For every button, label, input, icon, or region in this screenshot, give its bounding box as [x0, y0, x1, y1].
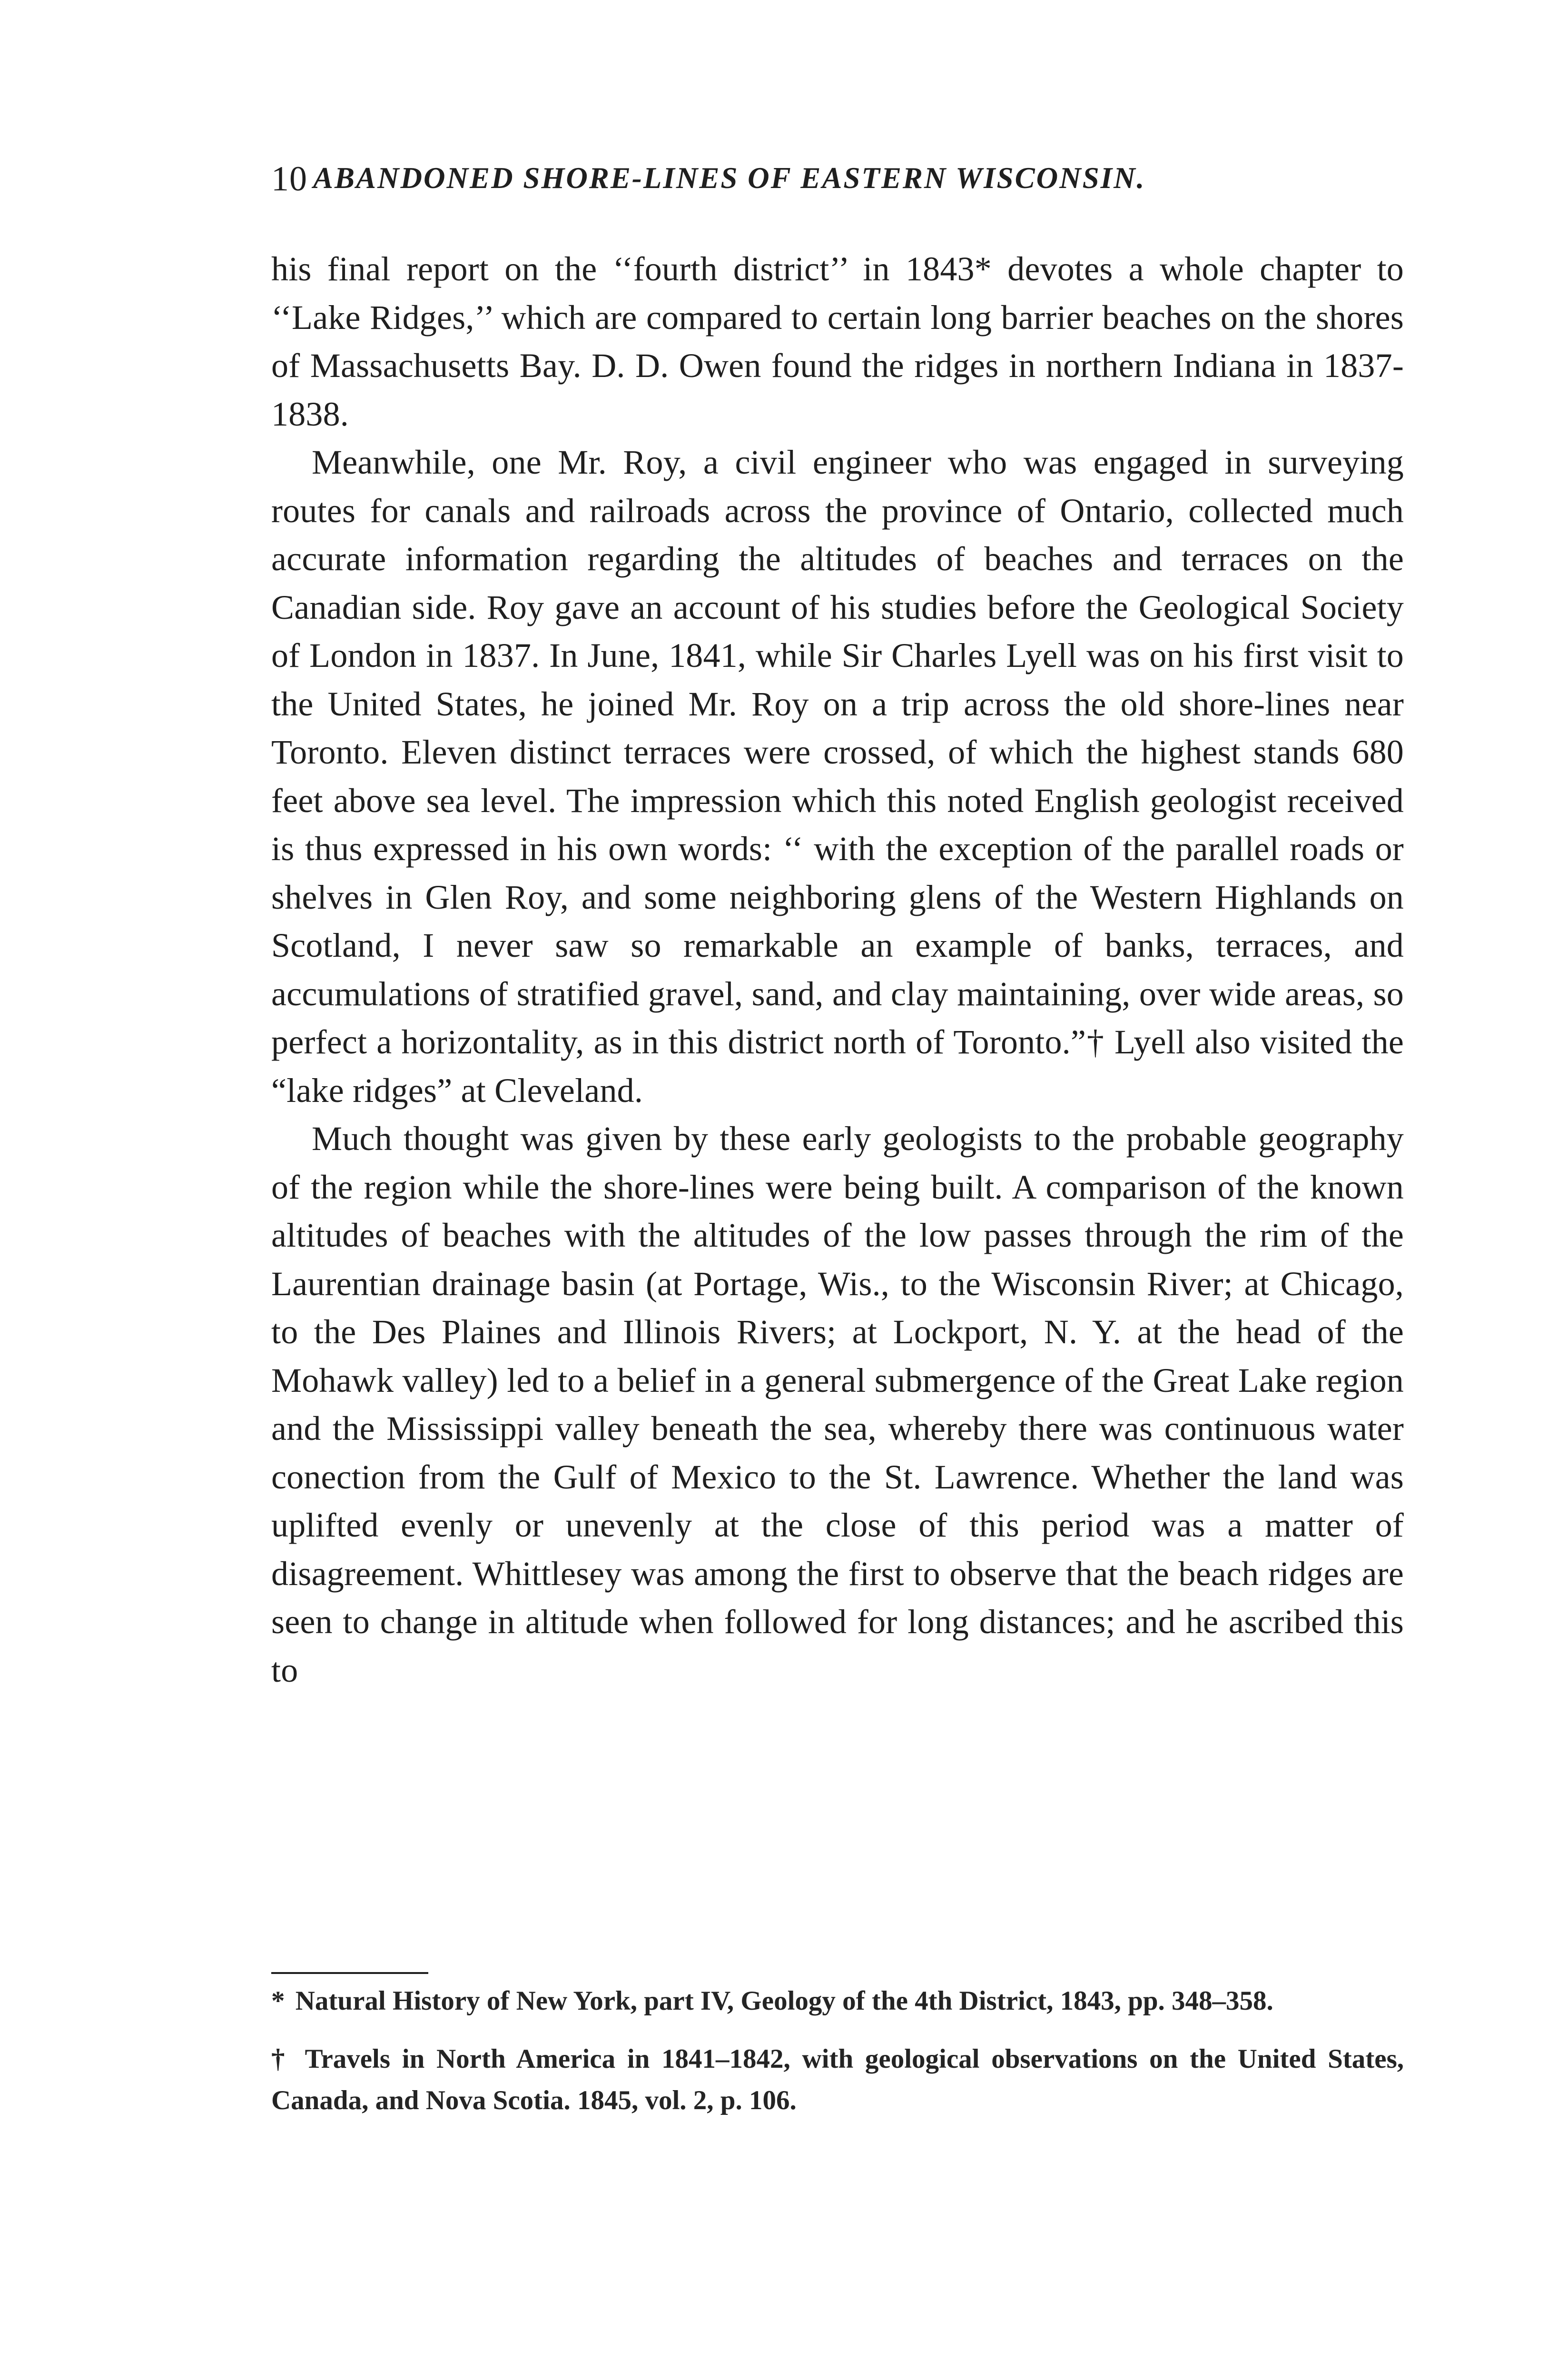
footnote-travels: [271, 2038, 1404, 2121]
main-text: [271, 245, 1404, 1695]
footnote-separator: [271, 1972, 428, 1974]
page-header: [271, 157, 1404, 209]
running-title: ABANDONED SHORE-LINES OF EASTERN WISCONSIN.: [313, 161, 1146, 195]
footnote-text: Travels in North America in 1841–1842, with geological observations on the United States, Canada, and Nova Scotia. 1845, vol. 2, p. 106.: [271, 2044, 1404, 2115]
paragraph-continuation: his final report on the ‘‘fourth district’’ in 1843* devotes a whole chapter to ‘‘Lake Ridges,’’ which are compared to certain long barrier beaches on the shores of Massachusetts Bay. D. D. Owen found the ridges in northern Indiana in 1837-1838.: [271, 250, 1404, 433]
paragraph-roy-and-lyell: Meanwhile, one Mr. Roy, a civil engineer who was engaged in surveying routes for canals and railroads across the province of Ontario, collected much accurate information regarding the altitudes of beaches and terraces on the Canadian side. Roy gave an account of his studies before the Geological Society of London in 1837. In June, 1841, while Sir Charles Lyell was on his first visit to the United States, he joined Mr. Roy on a trip across the old shore-lines near Toronto. Eleven distinct terraces were crossed, of which the highest stands 680 feet above sea level. The impression which this noted English geologist received is thus expressed in his own words: ‘‘ with the exception of the parallel roads or shelves in Glen Roy, and some neighboring glens of the Western Highlands on Scotland, I never saw so remarkable an example of banks, terraces, and accumulations of stratified gravel, sand, and clay maintaining, over wide areas, so perfect a horizontality, as in this district north of Toronto.”† Lyell also visited the “lake ridges” at Cleveland.: [271, 443, 1404, 1110]
footnote-marker-asterisk: *: [271, 1986, 285, 2016]
footnotes: [271, 1980, 1404, 2138]
page-number: 10: [271, 159, 307, 198]
paragraph-probable-geography: Much thought was given by these early geologists to the probable geography of the region while the shore-lines were being built. A comparison of the known altitudes of beaches with the altitudes of the low passes through the rim of the Laurentian drainage basin (at Portage, Wis., to the Wisconsin River; at Chicago, to the Des Plaines and Illinois Rivers; at Lockport, N. Y. at the head of the Mohawk valley) led to a belief in a general submergence of the Great Lake region and the Mississippi valley beneath the sea, whereby there was continuous water conection from the Gulf of Mexico to the St. Lawrence. Whether the land was uplifted evenly or unevenly at the close of this period was a matter of disagreement. Whittlesey was among the first to observe that the beach ridges are seen to change in altitude when followed for long distances; and he ascribed this to: [271, 1120, 1404, 1689]
footnote-text: Natural History of New York, part IV, Geology of the 4th District, 1843, pp. 348–358.: [295, 1986, 1273, 2016]
footnote-natural-history: [271, 1980, 1404, 2022]
footnote-marker-dagger: †: [271, 2044, 290, 2074]
